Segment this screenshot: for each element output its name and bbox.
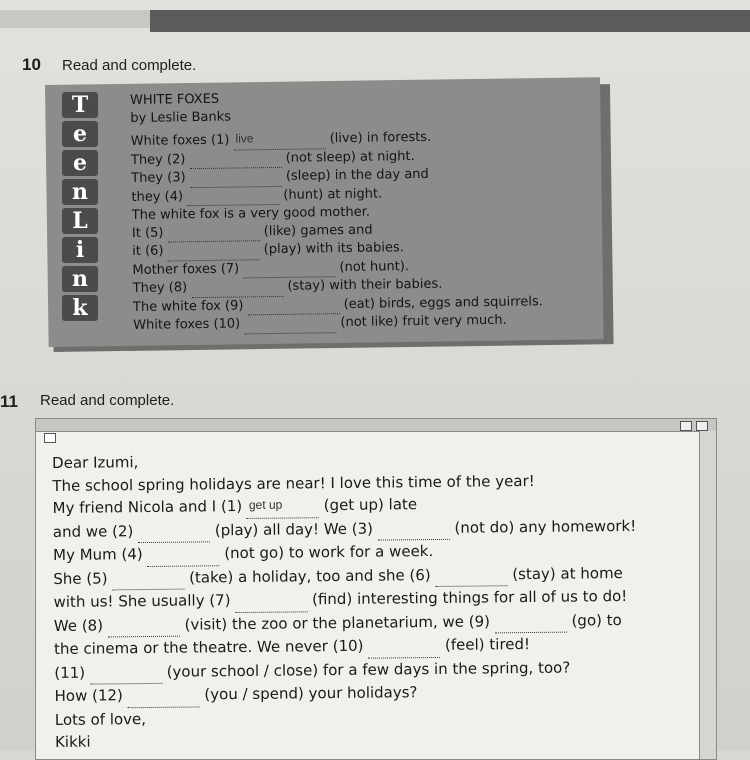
scrollbar: [699, 431, 716, 759]
letter-text: We (8): [53, 615, 108, 635]
letter-text: My friend Nicola and I (1): [52, 496, 248, 517]
teenlink-logo: [62, 92, 102, 324]
answer-gap[interactable]: [435, 563, 507, 587]
letter-text: (not do) any homework!: [449, 516, 637, 537]
exercise-11-number: 11: [0, 392, 18, 411]
letter-text: Kikki: [54, 732, 91, 751]
answer-gap[interactable]: [243, 259, 335, 279]
logo-letter: L: [62, 208, 98, 234]
letter-text: and we (2): [52, 521, 139, 541]
line-text: White foxes (1): [130, 132, 230, 149]
letter-text: Dear Izumi,: [52, 453, 139, 472]
answer-gap[interactable]: [191, 278, 283, 298]
exercise-11-instruction: Read and complete.: [40, 392, 175, 409]
line-prompt: (eat) birds, eggs and squirrels.: [343, 293, 543, 312]
answer-gap[interactable]: [90, 660, 162, 684]
answer-gap[interactable]: [247, 296, 339, 316]
article-author: by Leslie Banks: [130, 109, 232, 126]
letter-text: (feel) tired!: [440, 635, 531, 654]
logo-letter: e: [62, 121, 98, 147]
window-title-bar: [36, 419, 716, 432]
answer-gap[interactable]: [190, 168, 282, 188]
answer-gap[interactable]: [247, 494, 319, 518]
letter-text: (get up) late: [318, 495, 418, 515]
maximize-icon: [696, 421, 708, 431]
line-text: White foxes (10): [133, 316, 241, 333]
header-band: [150, 10, 750, 32]
answer-gap[interactable]: [189, 149, 281, 169]
handwritten-answer: get up: [248, 497, 283, 512]
minimize-icon: [680, 421, 692, 431]
logo-letter: e: [62, 150, 98, 176]
line-text: They (3): [131, 170, 186, 186]
white-foxes-article: [130, 86, 593, 336]
answer-gap[interactable]: [495, 609, 567, 633]
line-text: They (8): [132, 280, 188, 296]
letter-text: (visit) the zoo or the planetarium, we (9): [179, 611, 495, 634]
letter-text: (find) interesting things for all of us to do!: [307, 586, 628, 609]
answer-gap[interactable]: [138, 519, 210, 543]
answer-gap[interactable]: [378, 516, 450, 540]
line-prompt: (sleep) in the day and: [285, 166, 429, 184]
logo-letter: i: [62, 237, 98, 263]
letter-text: the cinema or the theatre. We never (10): [53, 636, 369, 658]
letter-text: (you / spend) your holidays?: [199, 683, 418, 704]
letter-text: She (5): [53, 568, 113, 588]
letter-body: [52, 445, 695, 753]
line-text: Mother foxes (7): [132, 260, 240, 278]
line-prompt: (hunt) at night.: [283, 185, 383, 203]
letter-text: (take) a holiday, too and she (6): [184, 565, 436, 587]
answer-gap[interactable]: [127, 683, 199, 707]
letter-text: (your school / close) for a few days in the spring, too?: [161, 658, 571, 681]
letter-text: with us! She usually (7): [53, 591, 236, 611]
header-band-light: [0, 10, 150, 28]
answer-gap[interactable]: [244, 314, 336, 334]
answer-gap[interactable]: [147, 542, 219, 566]
line-text: they (4): [131, 188, 184, 205]
letter-text: (not go) to work for a week.: [219, 542, 434, 563]
letter-text: (stay) at home: [507, 563, 623, 583]
exercise-10-number: 10: [22, 55, 41, 74]
line-text: it (6): [132, 243, 164, 259]
line-text: The white fox (9): [132, 297, 244, 315]
letter-text: My Mum (4): [52, 545, 148, 564]
line-prompt: (not like) fruit very much.: [340, 312, 507, 331]
line-text: The white fox is a very good mother.: [131, 204, 371, 223]
letter-text: Lots of love,: [54, 709, 147, 729]
logo-letter: n: [62, 179, 98, 205]
answer-gap[interactable]: [368, 634, 440, 658]
answer-gap[interactable]: [187, 186, 279, 206]
exercise-10-instruction: Read and complete.: [62, 57, 197, 74]
handwritten-answer: live: [235, 131, 254, 146]
answer-gap[interactable]: [235, 588, 307, 612]
answer-gap[interactable]: [168, 241, 260, 261]
window-menu-icon: [44, 433, 56, 443]
line-text: It (5): [131, 225, 164, 241]
line-prompt: (live) in forests.: [329, 129, 432, 147]
letter-text: The school spring holidays are near! I love this time of the year!: [52, 471, 535, 495]
letter-text: (11): [54, 663, 90, 682]
answer-gap[interactable]: [108, 613, 180, 637]
answer-gap[interactable]: [167, 223, 259, 243]
line-text: They (2): [130, 151, 186, 168]
logo-letter: n: [62, 266, 98, 292]
line-prompt: (not sleep) at night.: [285, 148, 415, 166]
line-prompt: (stay) with their babies.: [287, 276, 443, 294]
logo-letter: T: [62, 92, 98, 118]
letter-text: How (12): [54, 686, 128, 705]
line-prompt: (play) with its babies.: [263, 240, 404, 258]
letter-text: (go) to: [566, 610, 622, 630]
article-title: WHITE FOXES: [130, 91, 220, 108]
letter-text: (play) all day! We (3): [210, 519, 378, 539]
line-prompt: (not hunt).: [339, 258, 410, 275]
answer-gap[interactable]: [233, 130, 325, 150]
logo-letter: k: [62, 295, 98, 321]
answer-gap[interactable]: [112, 566, 184, 590]
line-prompt: (like) games and: [263, 222, 373, 239]
